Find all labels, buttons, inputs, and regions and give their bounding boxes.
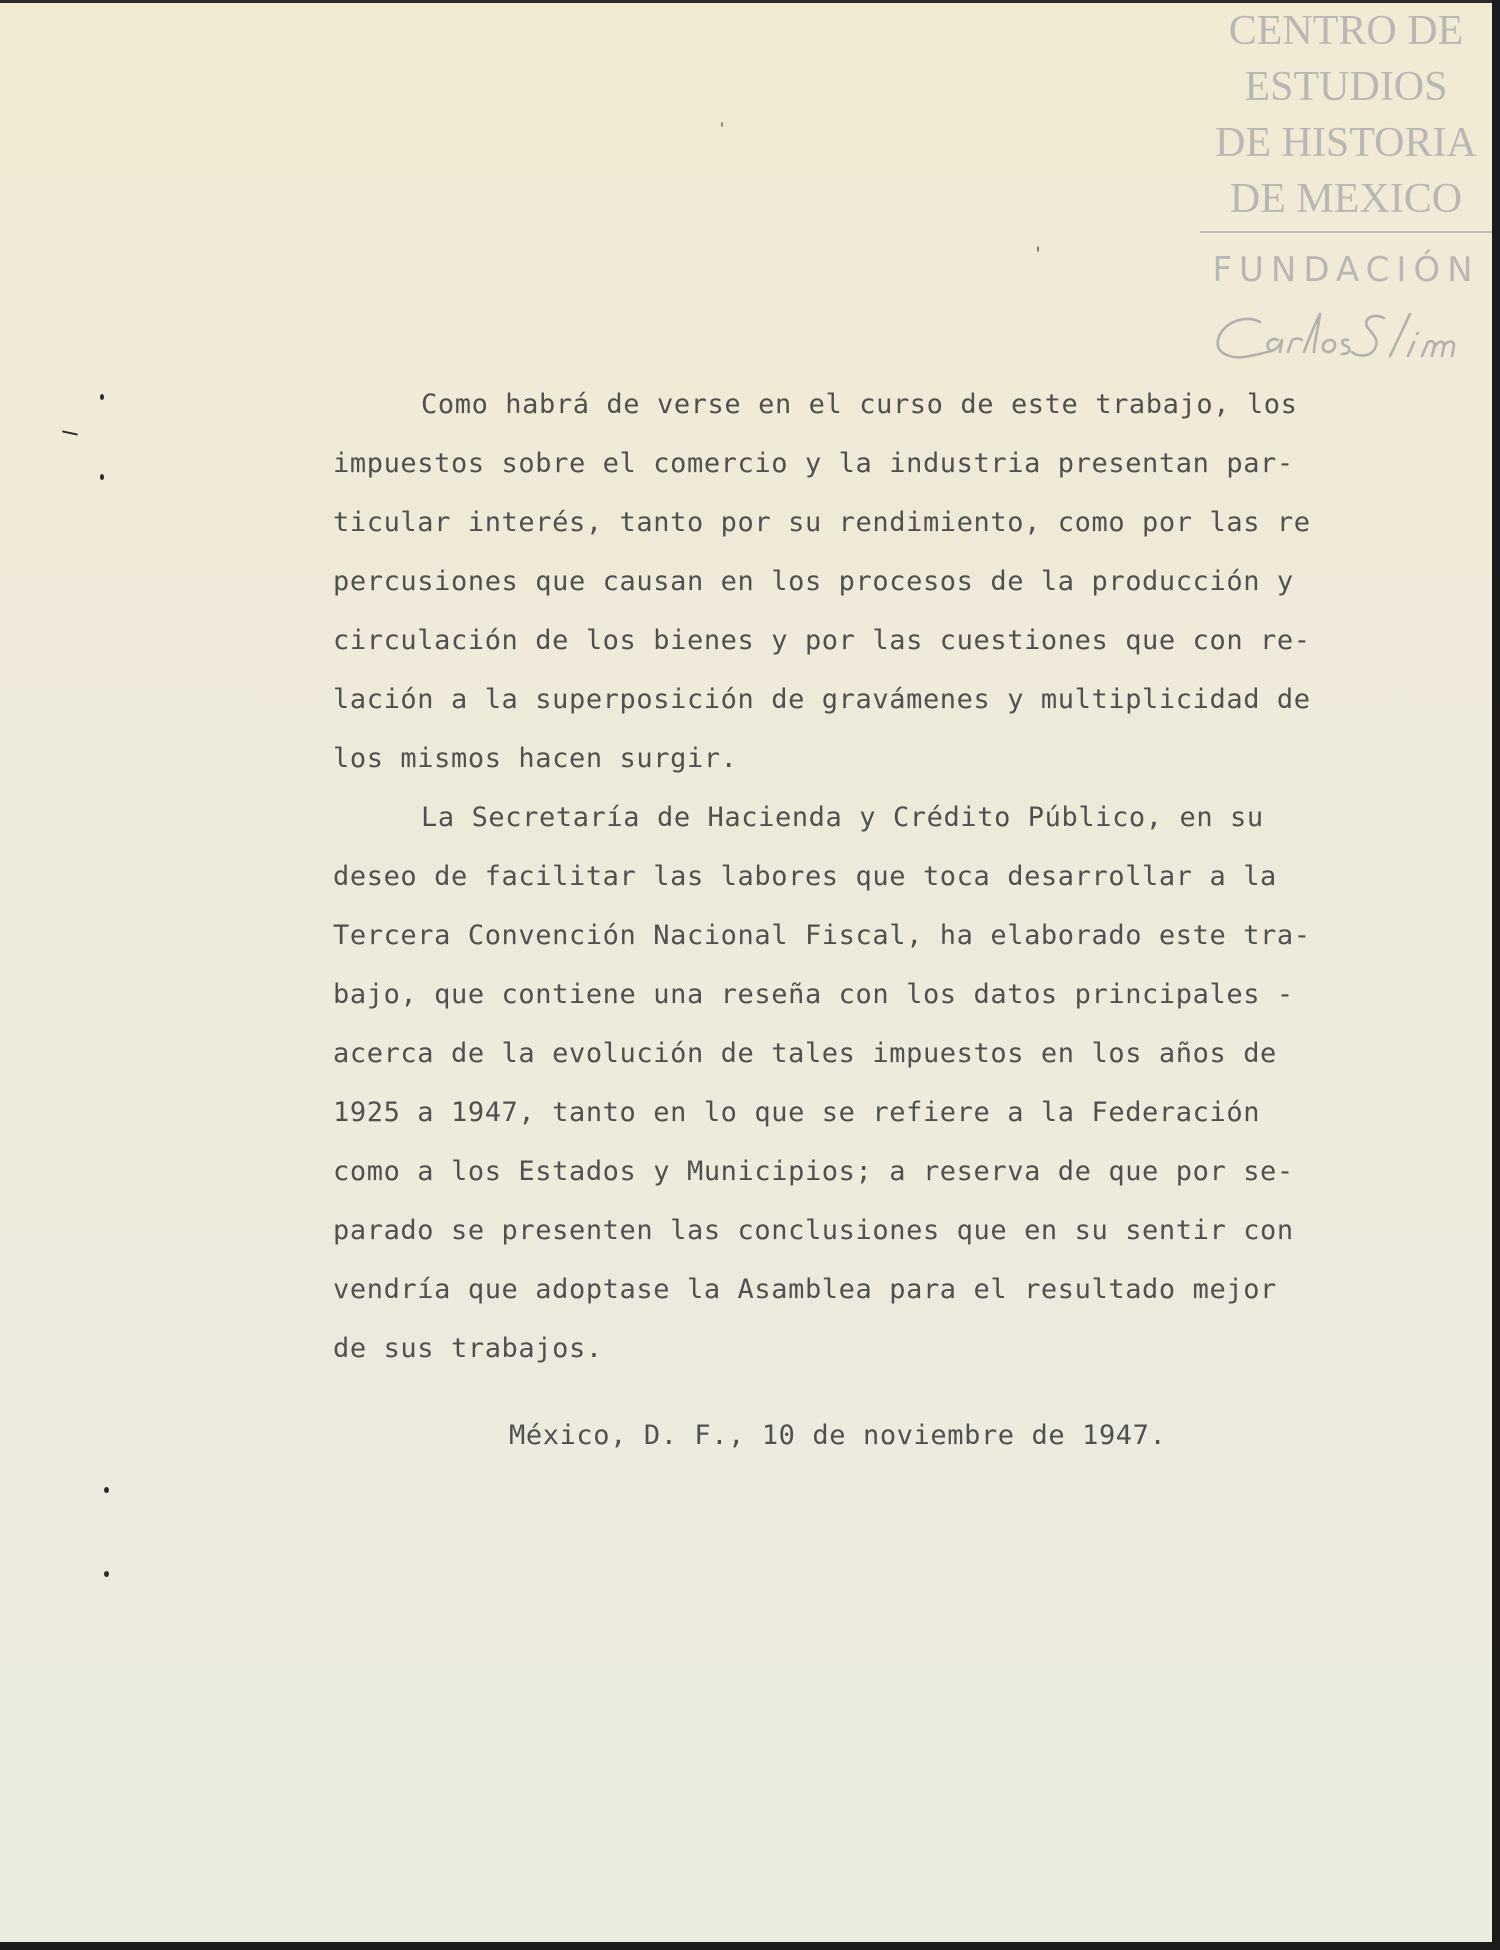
body-line: bajo, que contiene una reseña con los datos principales - — [333, 979, 1294, 1010]
scan-speck — [104, 1487, 109, 1493]
scan-speck — [100, 474, 104, 480]
watermark-foundation: FUNDACIÓN — [1212, 250, 1480, 290]
body-line: vendría que adoptase la Asamblea para el resultado mejor — [333, 1274, 1277, 1305]
scan-speck — [104, 1571, 109, 1577]
body-line: impuestos sobre el comercio y la industria presentan par- — [333, 448, 1294, 479]
archive-watermark — [1200, 0, 1492, 372]
body-line: La Secretaría de Hacienda y Crédito Público, en su — [421, 802, 1264, 833]
body-line: Como habrá de verse en el curso de este trabajo, los — [421, 389, 1298, 420]
dateline: México, D. F., 10 de noviembre de 1947. — [509, 1420, 1167, 1451]
body-line: parado se presenten las conclusiones que en su sentir con — [333, 1215, 1294, 1246]
scan-edge-bottom — [0, 1942, 1500, 1950]
body-line: lación a la superposición de gravámenes y multiplicidad de — [333, 684, 1311, 715]
scan-speck — [721, 122, 723, 127]
watermark-line: DE MEXICO — [1229, 176, 1463, 222]
body-line: deseo de facilitar las labores que toca desarrollar a la — [333, 861, 1277, 892]
body-line: como a los Estados y Municipios; a reserva de que por se- — [333, 1156, 1294, 1187]
body-line: 1925 a 1947, tanto en lo que se refiere a la Federación — [333, 1097, 1261, 1128]
scan-edge-right — [1492, 0, 1500, 1950]
body-line: ticular interés, tanto por su rendimiento, como por las re — [333, 507, 1311, 538]
body-line: Tercera Convención Nacional Fiscal, ha elaborado este tra- — [333, 920, 1311, 951]
watermark-line: DE HISTORIA — [1215, 120, 1477, 166]
body-line: acerca de la evolución de tales impuestos en los años de — [333, 1038, 1277, 1069]
body-line: de sus trabajos. — [333, 1333, 603, 1364]
scan-speck — [100, 394, 104, 400]
scan-speck — [62, 430, 78, 435]
body-line: los mismos hacen surgir. — [333, 743, 738, 774]
watermark-line: CENTRO DE — [1228, 8, 1464, 54]
watermark-line: ESTUDIOS — [1244, 64, 1448, 110]
watermark-divider — [1200, 231, 1492, 233]
body-line: circulación de los bienes y por las cuestiones que con re- — [333, 625, 1311, 656]
body-line: percusiones que causan en los procesos de la producción y — [333, 566, 1294, 597]
signature-logo — [1208, 300, 1490, 372]
scan-speck — [1037, 246, 1039, 252]
